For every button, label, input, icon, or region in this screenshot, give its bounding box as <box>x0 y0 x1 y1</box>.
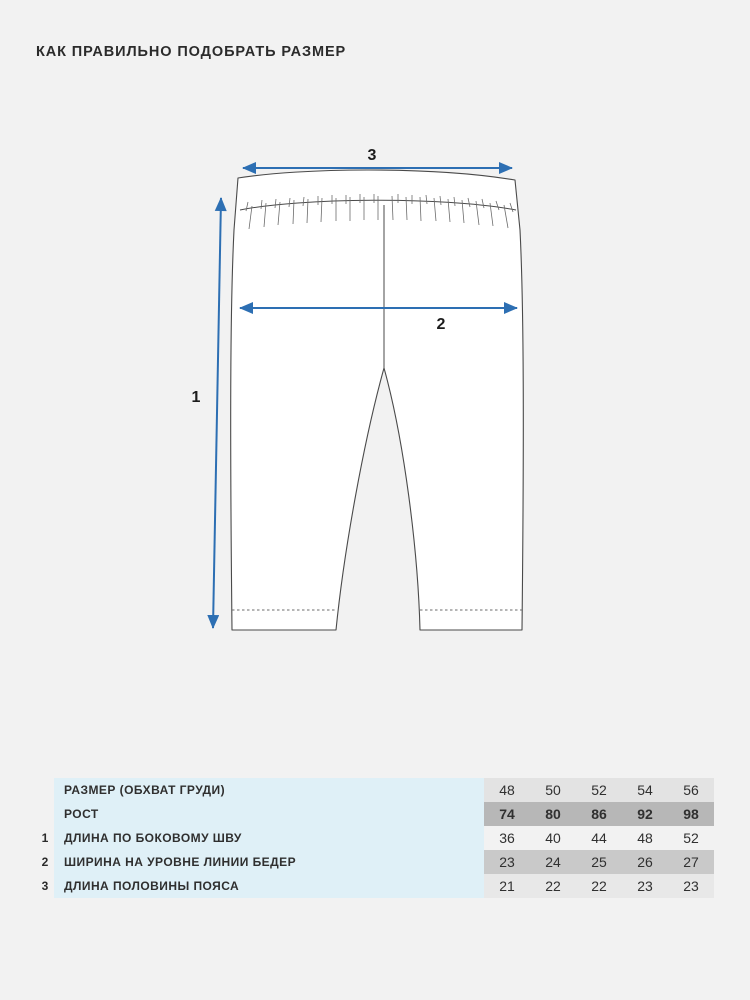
callout-1-label: 1 <box>191 389 201 406</box>
row-value: 24 <box>530 850 576 874</box>
row-value: 21 <box>484 874 530 898</box>
callout-3-label: 3 <box>367 147 377 164</box>
size-chart <box>36 778 714 898</box>
callout-3-arrow <box>243 147 512 168</box>
row-index: 1 <box>36 826 54 850</box>
row-value: 92 <box>622 802 668 826</box>
row-value: 22 <box>576 874 622 898</box>
row-value: 80 <box>530 802 576 826</box>
table-row <box>36 826 714 850</box>
row-value: 52 <box>668 826 714 850</box>
row-value: 48 <box>622 826 668 850</box>
row-value: 25 <box>576 850 622 874</box>
row-label: РАЗМЕР (ОБХВАТ ГРУДИ) <box>54 778 484 802</box>
row-value: 26 <box>622 850 668 874</box>
row-value: 40 <box>530 826 576 850</box>
page-title: КАК ПРАВИЛЬНО ПОДОБРАТЬ РАЗМЕР <box>36 44 347 60</box>
row-label: РОСТ <box>54 802 484 826</box>
row-value: 56 <box>668 778 714 802</box>
row-label: ШИРИНА НА УРОВНЕ ЛИНИИ БЕДЕР <box>54 850 484 874</box>
row-label: ДЛИНА ПОЛОВИНЫ ПОЯСА <box>54 874 484 898</box>
trousers-measurement-diagram <box>0 110 750 670</box>
row-value: 36 <box>484 826 530 850</box>
table-row <box>36 802 714 826</box>
row-value: 23 <box>668 874 714 898</box>
row-value: 98 <box>668 802 714 826</box>
row-value: 27 <box>668 850 714 874</box>
row-value: 74 <box>484 802 530 826</box>
row-value: 48 <box>484 778 530 802</box>
row-value: 50 <box>530 778 576 802</box>
table-row <box>36 850 714 874</box>
row-value: 54 <box>622 778 668 802</box>
garment-outline <box>231 170 524 630</box>
table-row <box>36 778 714 802</box>
callout-2-label: 2 <box>436 316 446 333</box>
row-value: 23 <box>622 874 668 898</box>
row-value: 22 <box>530 874 576 898</box>
row-index <box>36 802 54 826</box>
table-row <box>36 874 714 898</box>
row-index: 3 <box>36 874 54 898</box>
row-value: 23 <box>484 850 530 874</box>
row-value: 86 <box>576 802 622 826</box>
row-value: 44 <box>576 826 622 850</box>
row-value: 52 <box>576 778 622 802</box>
row-index <box>36 778 54 802</box>
callout-1-arrow <box>192 198 221 628</box>
row-index: 2 <box>36 850 54 874</box>
row-label: ДЛИНА ПО БОКОВОМУ ШВУ <box>54 826 484 850</box>
